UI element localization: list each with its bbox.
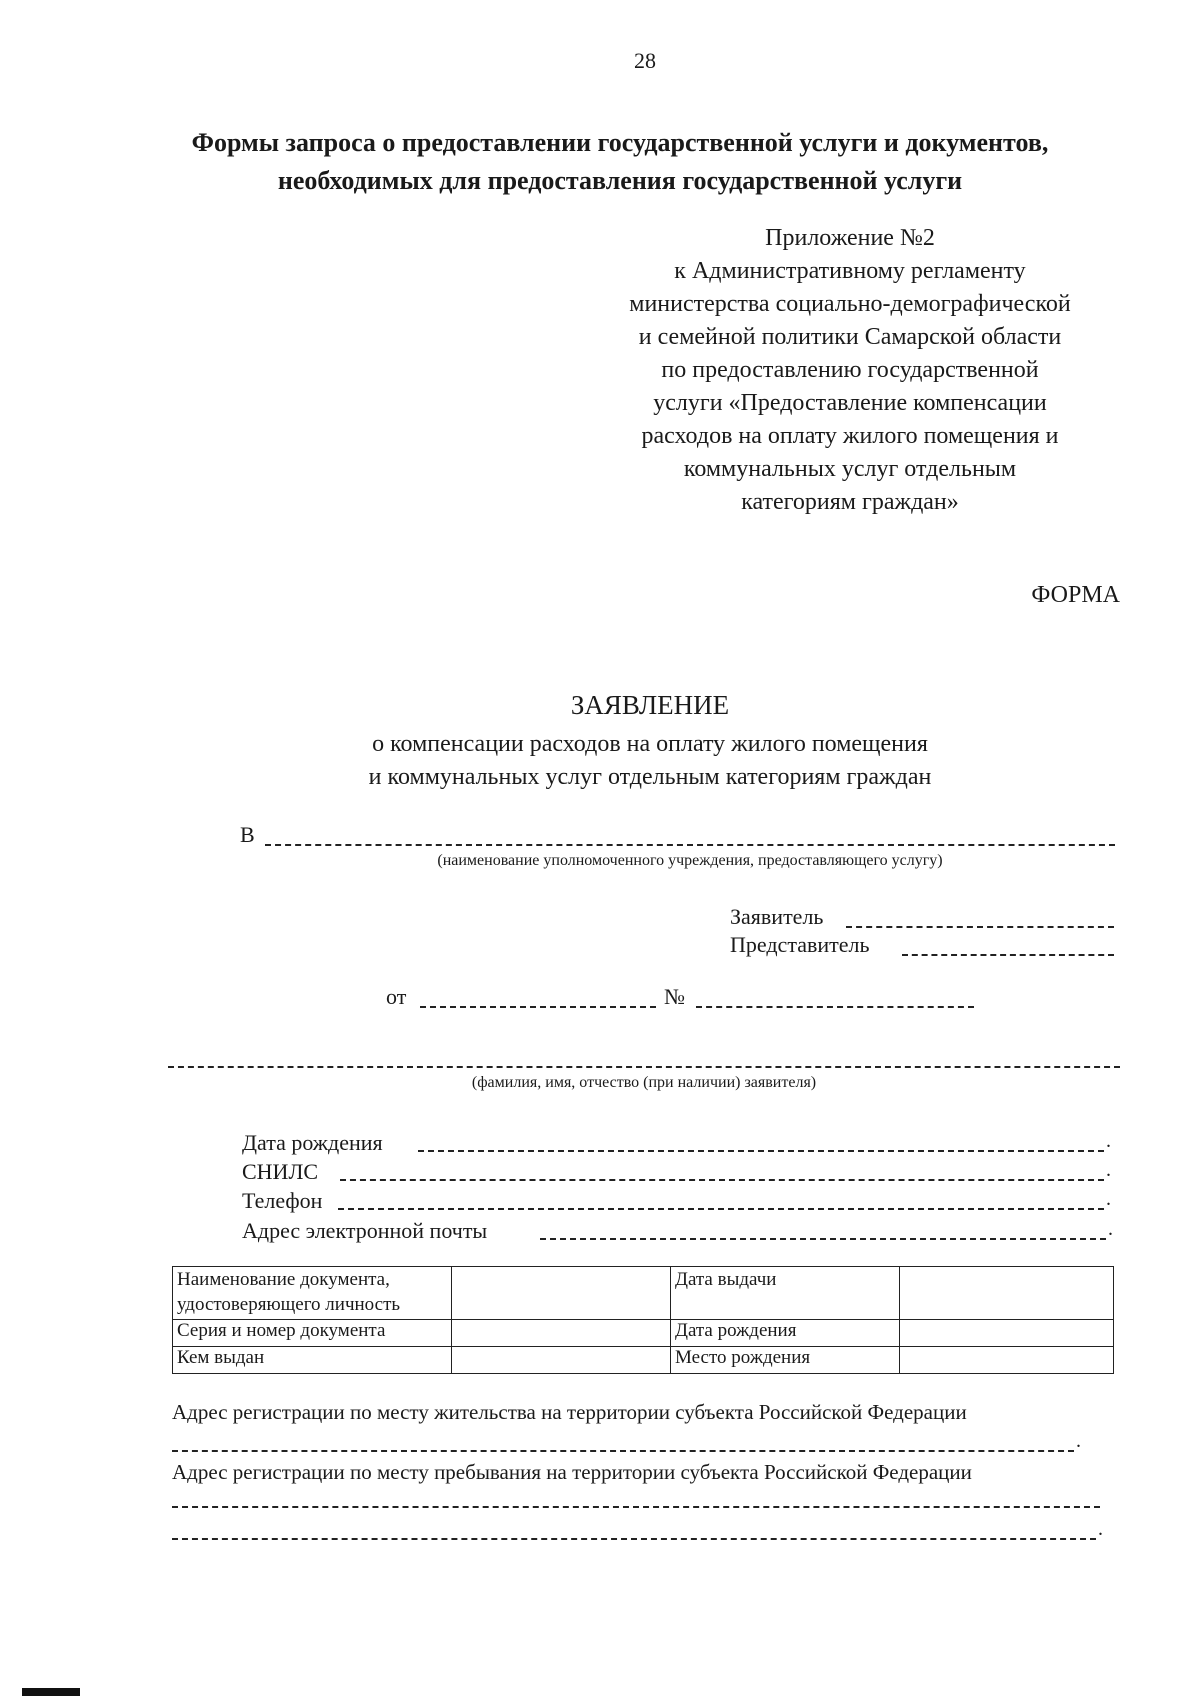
- snils-field[interactable]: [340, 1179, 1104, 1181]
- appendix-line: услуги «Предоставление компенсации: [653, 390, 1047, 416]
- doc-name-cell: [173, 1267, 452, 1320]
- birth-place-value[interactable]: [900, 1347, 1114, 1374]
- email-field[interactable]: [540, 1238, 1106, 1240]
- table-row: [173, 1267, 1114, 1320]
- period: .: [1106, 1188, 1111, 1210]
- fio-field[interactable]: [168, 1066, 1120, 1068]
- forma-label: ФОРМА: [1031, 582, 1120, 608]
- number-field[interactable]: [696, 1006, 974, 1008]
- doc-name-value[interactable]: [452, 1267, 671, 1320]
- appendix-line: по предоставлению государственной: [661, 357, 1039, 383]
- to-prefix: В: [240, 822, 255, 847]
- statement-title: ЗАЯВЛЕНИЕ: [570, 690, 730, 720]
- from-label: от: [386, 984, 407, 1009]
- residence-address-field[interactable]: [172, 1450, 1074, 1452]
- stay-address-field[interactable]: [172, 1506, 1100, 1508]
- appendix-line: коммунальных услуг отдельным: [683, 456, 1017, 482]
- series-number-value[interactable]: [452, 1320, 671, 1347]
- statement-subtitle: [150, 728, 1150, 794]
- date-field[interactable]: [420, 1006, 656, 1008]
- period: .: [1076, 1430, 1081, 1452]
- page-number: 28: [634, 48, 656, 73]
- table-row: [173, 1320, 1114, 1347]
- phone-label: Телефон: [242, 1188, 323, 1213]
- issued-by-label: Кем выдан: [173, 1347, 452, 1374]
- appendix-line: к Административному регламенту: [674, 258, 1026, 284]
- birth-place-label: Место рождения: [671, 1347, 900, 1374]
- email-label: Адрес электронной почты: [242, 1218, 488, 1243]
- appendix-line: расходов на оплату жилого помещения и: [641, 423, 1059, 449]
- stay-address-label: Адрес регистрации по месту пребывания на территории субъекта Российской Федерации: [172, 1460, 972, 1484]
- doc-name-line: удостоверяющего личность: [177, 1294, 401, 1315]
- birth-date-field[interactable]: [418, 1150, 1104, 1152]
- issue-date-label: Дата выдачи: [671, 1267, 900, 1320]
- appendix-line: и семейной политики Самарской области: [638, 324, 1062, 350]
- stay-address-field-2[interactable]: [172, 1538, 1096, 1540]
- period: .: [1108, 1218, 1113, 1240]
- birth-date-table-value[interactable]: [900, 1320, 1114, 1347]
- fio-caption: (фамилия, имя, отчество (при наличии) заявителя): [471, 1074, 817, 1091]
- period: .: [1106, 1130, 1111, 1152]
- birth-date-label: Дата рождения: [242, 1130, 383, 1155]
- residence-address-label: Адрес регистрации по месту жительства на территории субъекта Российской Федерации: [172, 1400, 967, 1424]
- number-label: №: [664, 984, 685, 1009]
- statement-subtitle-line: и коммунальных услуг отдельным категориям граждан: [368, 764, 932, 790]
- phone-field[interactable]: [338, 1208, 1104, 1210]
- appendix-line: категориям граждан»: [741, 489, 959, 515]
- series-number-label: Серия и номер документа: [173, 1320, 452, 1347]
- doc-name-line: Наименование документа,: [177, 1269, 390, 1290]
- institution-field[interactable]: [265, 844, 1115, 846]
- representative-label: Представитель: [730, 932, 870, 957]
- applicant-field[interactable]: [846, 926, 1114, 928]
- appendix-line: Приложение №2: [765, 225, 935, 251]
- period: .: [1106, 1159, 1111, 1181]
- scan-mark: [22, 1688, 80, 1696]
- table-row: [173, 1347, 1114, 1374]
- issued-by-value[interactable]: [452, 1347, 671, 1374]
- representative-field[interactable]: [902, 954, 1114, 956]
- appendix-line: министерства социально-демографической: [629, 291, 1071, 317]
- birth-date-table-label: Дата рождения: [671, 1320, 900, 1347]
- statement-subtitle-line: о компенсации расходов на оплату жилого помещения: [372, 731, 928, 757]
- snils-label: СНИЛС: [242, 1159, 319, 1184]
- applicant-label: Заявитель: [730, 904, 824, 929]
- appendix-block: [580, 222, 1120, 519]
- period: .: [1098, 1518, 1103, 1540]
- form-title: Формы запроса о предоставлении государственной услуги и документов, необходимых для предоставления государственной услуги: [191, 128, 1049, 195]
- issue-date-value[interactable]: [900, 1267, 1114, 1320]
- institution-caption: (наименование уполномоченного учреждения, предоставляющего услугу): [437, 852, 943, 869]
- identity-document-table: [172, 1266, 1114, 1374]
